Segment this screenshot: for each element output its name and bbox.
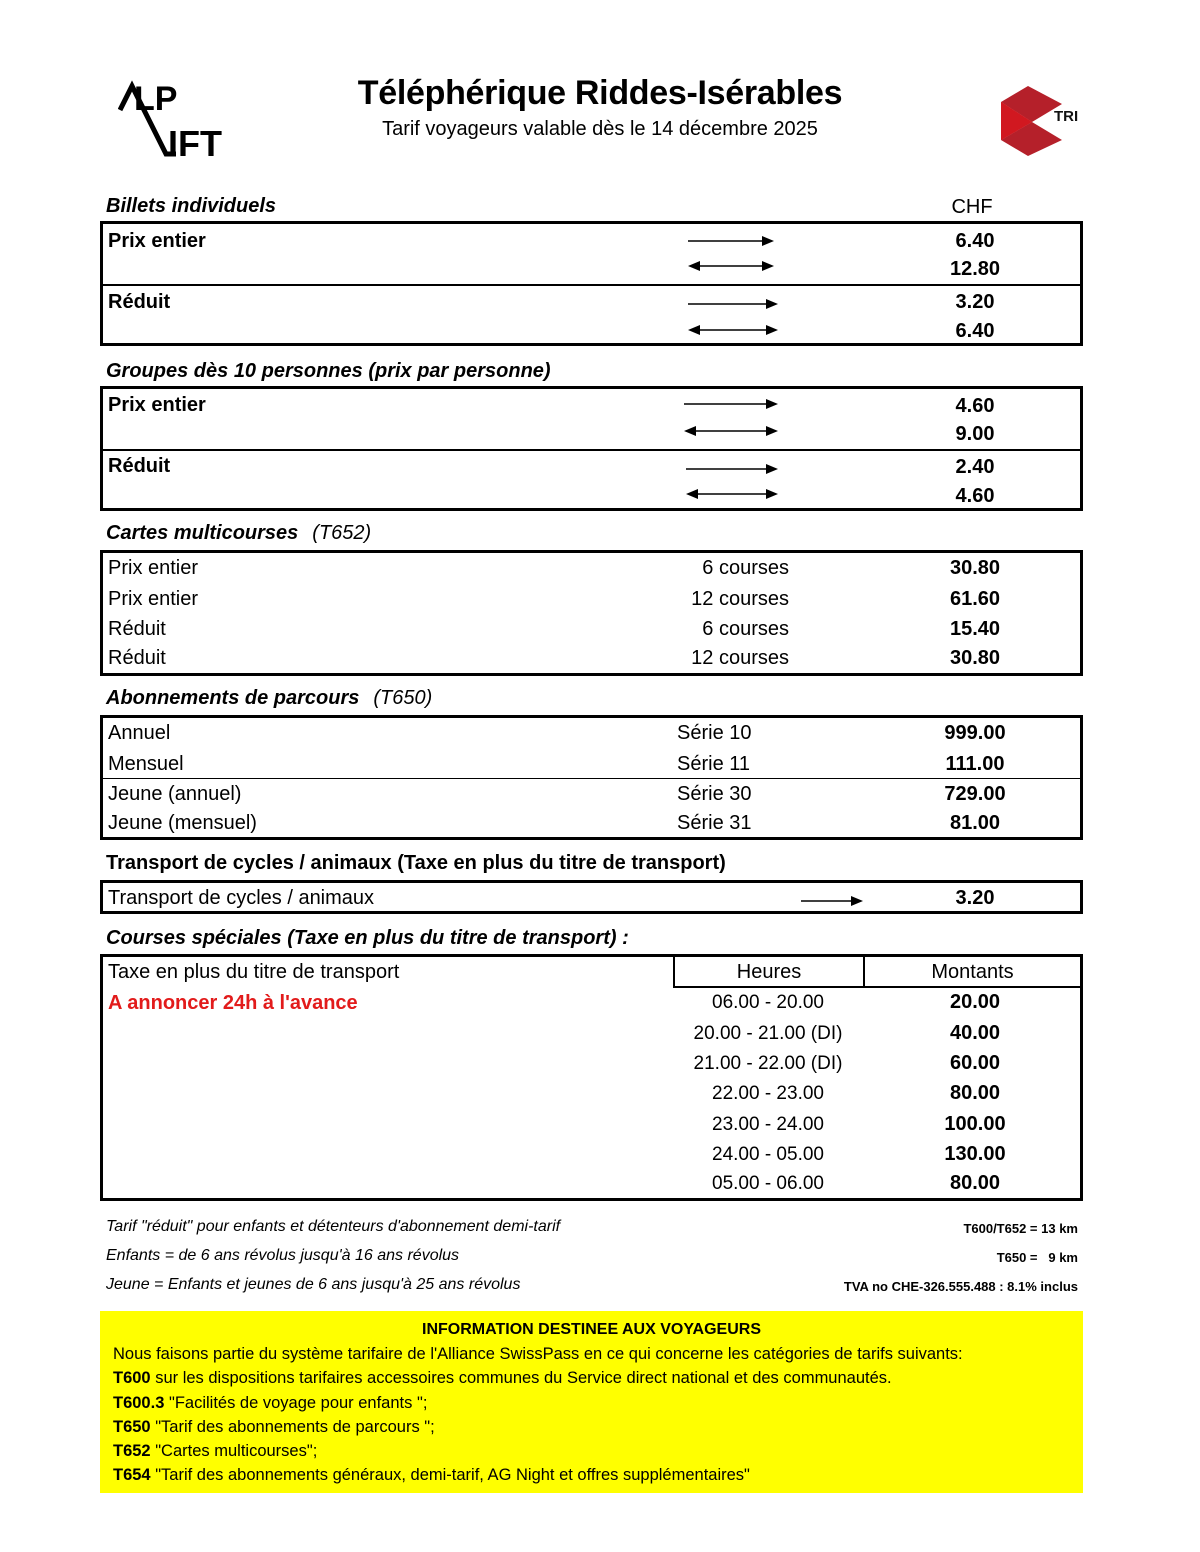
svg-text:TRI: TRI <box>1054 108 1079 125</box>
section-title-multicourses <box>106 522 371 545</box>
tariff-code: T600 <box>113 1369 151 1387</box>
price: 12.80 <box>949 258 1001 280</box>
note-jeune: Jeune = Enfants et jeunes de 6 ans jusqu'à 25 ans révolus <box>106 1276 521 1293</box>
section-title-groupes: Groupes dès 10 personnes (prix par personne) <box>106 360 551 382</box>
hours: 23.00 - 24.00 <box>712 1114 824 1135</box>
price: 9.00 <box>955 423 995 445</box>
serie: Série 10 <box>677 722 752 744</box>
note-tva: TVA no CHE-326.555.488 : 8.1% inclus <box>843 1279 1078 1294</box>
info-item-t650 <box>113 1418 435 1437</box>
serie: Série 31 <box>677 812 752 834</box>
hours: 21.00 - 22.00 (DI) <box>693 1053 843 1074</box>
left-header: Taxe en plus du titre de transport <box>108 961 400 983</box>
amount: 100.00 <box>944 1113 1006 1135</box>
price: 6.40 <box>955 230 995 252</box>
tariff-code: (T650) <box>373 687 433 709</box>
tariff-code: T650 <box>113 1418 151 1436</box>
row-label: Prix entier <box>108 557 199 579</box>
row-label: Réduit <box>108 455 171 477</box>
arrow-right-icon <box>688 298 778 310</box>
tariff-desc: "Cartes multicourses"; <box>150 1442 318 1460</box>
groupes-group-entier <box>103 389 1080 449</box>
billets-group-reduit <box>103 284 1080 346</box>
groupes-group-reduit <box>103 449 1080 511</box>
hours: 05.00 - 06.00 <box>712 1173 824 1194</box>
info-item-t600 <box>113 1369 892 1388</box>
note-distance-t650: T650 = 9 km <box>996 1250 1078 1265</box>
tariff-desc: "Facilités de voyage pour enfants "; <box>164 1394 428 1412</box>
billets-table <box>100 221 1083 346</box>
abonnements-table <box>100 715 1083 840</box>
row-label: Jeune (mensuel) <box>108 812 257 834</box>
arrow-both-icon <box>688 260 774 272</box>
page-subtitle: Tarif voyageurs valable dès le 14 décembre 2025 <box>382 118 818 140</box>
column-header-hours: Heures <box>673 957 863 988</box>
amount: 130.00 <box>944 1143 1006 1165</box>
row-label: Mensuel <box>108 753 184 775</box>
arrow-both-icon <box>688 324 778 336</box>
price: 30.80 <box>949 647 1001 669</box>
courses-count: 6 courses <box>702 618 789 640</box>
advance-notice: A annoncer 24h à l'avance <box>108 992 358 1014</box>
tariff-code: T652 <box>113 1442 151 1460</box>
svg-text:IFT: IFT <box>168 123 222 160</box>
price: 3.20 <box>955 887 995 909</box>
row-label: Réduit <box>108 291 171 313</box>
hours: 06.00 - 20.00 <box>712 992 824 1013</box>
arrow-both-icon <box>684 425 778 437</box>
price: 81.00 <box>949 812 1001 834</box>
section-title-abonnements <box>106 687 432 710</box>
price: 6.40 <box>955 320 995 342</box>
info-item-t652 <box>113 1442 317 1461</box>
price: 729.00 <box>944 783 1006 805</box>
note-distance-t600: T600/T652 = 13 km <box>963 1221 1078 1236</box>
courses-count: 12 courses <box>691 647 789 669</box>
hours: 20.00 - 21.00 (DI) <box>693 1023 843 1044</box>
tariff-desc: "Tarif des abonnements généraux, demi-tarif, AG Night et offres supplémentaires" <box>150 1466 750 1484</box>
courses-speciales-table <box>100 954 1083 1201</box>
row-label: Prix entier <box>108 394 206 416</box>
row-label: Annuel <box>108 722 171 744</box>
row-label: Réduit <box>108 618 166 640</box>
note-enfants: Enfants = de 6 ans révolus jusqu'à 16 ans révolus <box>106 1247 460 1264</box>
serie: Série 30 <box>677 783 752 805</box>
section-title-courses-speciales: Courses spéciales (Taxe en plus du titre de transport) : <box>106 927 629 949</box>
tariff-desc: "Tarif des abonnements de parcours "; <box>150 1418 435 1436</box>
arrow-right-icon <box>801 895 863 907</box>
row-label: Prix entier <box>108 230 206 252</box>
tariff-code: T654 <box>113 1466 151 1484</box>
price: 3.20 <box>955 291 995 313</box>
price: 111.00 <box>945 753 1005 775</box>
arrow-right-icon <box>684 398 778 410</box>
row-label: Prix entier <box>108 588 199 610</box>
info-box <box>100 1311 1083 1493</box>
amount: 80.00 <box>949 1172 1001 1194</box>
hours: 24.00 - 05.00 <box>712 1144 824 1165</box>
price: 30.80 <box>949 557 1001 579</box>
row-label: Réduit <box>108 647 166 669</box>
tariff-code: T600.3 <box>113 1394 165 1412</box>
note-reduit: Tarif "réduit" pour enfants et détenteurs d'abonnement demi-tarif <box>106 1218 561 1235</box>
courses-count: 6 courses <box>702 557 789 579</box>
section-title-transport: Transport de cycles / animaux (Taxe en plus du titre de transport) <box>106 852 726 874</box>
price: 61.60 <box>949 588 1001 610</box>
amount: 80.00 <box>949 1082 1001 1104</box>
amount: 40.00 <box>949 1022 1001 1044</box>
column-header-amounts: Montants <box>863 957 1080 988</box>
section-title-text: Cartes multicourses <box>106 522 299 544</box>
billets-group-entier <box>103 224 1080 284</box>
page-title: Téléphérique Riddes-Isérables <box>357 74 843 112</box>
section-title-text: Abonnements de parcours <box>106 687 360 709</box>
currency-label: CHF <box>951 196 993 218</box>
tri-logo <box>998 82 1088 160</box>
price: 2.40 <box>955 456 995 478</box>
transport-table <box>100 880 1083 914</box>
section-title-billets: Billets individuels <box>106 195 277 217</box>
price: 15.40 <box>949 618 1001 640</box>
courses-count: 12 courses <box>691 588 789 610</box>
arrow-right-icon <box>686 463 778 475</box>
arrow-right-icon <box>688 235 774 247</box>
multicourses-table <box>100 550 1083 676</box>
svg-text:LP: LP <box>134 80 178 118</box>
hours: 22.00 - 23.00 <box>712 1083 824 1104</box>
row-label: Transport de cycles / animaux <box>108 887 375 909</box>
row-label: Jeune (annuel) <box>108 783 242 805</box>
serie: Série 11 <box>677 753 751 775</box>
amount: 60.00 <box>949 1052 1001 1074</box>
info-title: INFORMATION DESTINEE AUX VOYAGEURS <box>422 1321 761 1338</box>
alp-lift-logo <box>118 80 250 160</box>
abonnements-jeune-group <box>103 778 1080 840</box>
tariff-code: (T652) <box>312 522 372 544</box>
groupes-table <box>100 386 1083 511</box>
info-item-t654 <box>113 1466 750 1485</box>
tariff-desc: sur les dispositions tarifaires accessoires communes du Service direct national et des communautés. <box>150 1369 892 1387</box>
price: 4.60 <box>955 485 995 507</box>
info-intro: Nous faisons partie du système tarifaire de l'Alliance SwissPass en ce qui concerne les catégories de tarifs suivants: <box>113 1345 963 1363</box>
price: 999.00 <box>944 722 1006 744</box>
amount: 20.00 <box>949 991 1001 1013</box>
price: 4.60 <box>955 395 995 417</box>
info-item-t600-3 <box>113 1394 427 1413</box>
arrow-both-icon <box>686 488 778 500</box>
